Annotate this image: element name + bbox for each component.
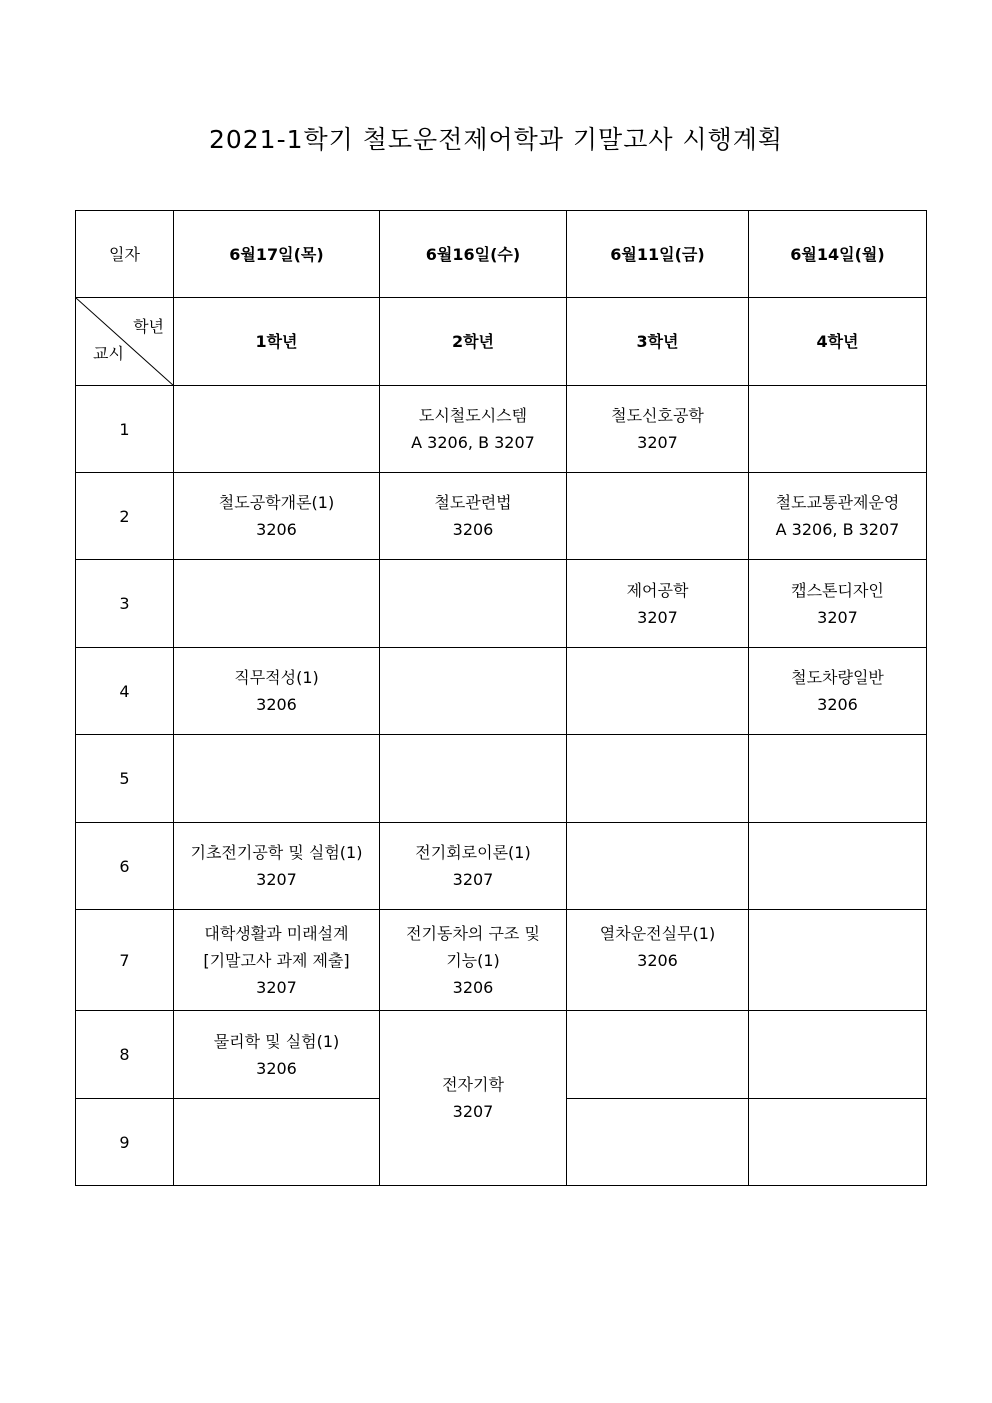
grade-text: 3학년 xyxy=(636,332,679,351)
date-text: 6월17일(목) xyxy=(229,244,324,264)
exam-cell-empty xyxy=(567,735,749,823)
exam-cell-empty xyxy=(567,823,749,910)
exam-cell-empty xyxy=(174,735,380,823)
exam-room: 3207 xyxy=(452,870,494,889)
exam-cell xyxy=(749,648,927,735)
date-label: 일자 xyxy=(109,244,140,264)
grade-header-row xyxy=(76,298,927,386)
exam-name: 철도차량일반 xyxy=(791,668,884,687)
exam-room: 3206 xyxy=(817,695,858,714)
exam-room: 3207 xyxy=(637,433,678,452)
exam-cell-empty xyxy=(174,560,380,648)
exam-name: 철도관련법 xyxy=(434,493,512,512)
exam-cell-empty xyxy=(567,1099,749,1186)
exam-room: 3207 xyxy=(256,870,297,889)
diagonal-divider xyxy=(76,298,174,386)
period-row-2 xyxy=(76,473,927,560)
exam-cell xyxy=(380,910,567,1011)
period-row-4 xyxy=(76,648,927,735)
grade-cell-2 xyxy=(380,298,567,386)
period-number: 5 xyxy=(76,735,174,823)
period-number: 7 xyxy=(76,910,174,1011)
exam-cell-empty xyxy=(749,910,927,1011)
period-number: 6 xyxy=(76,823,174,910)
exam-cell-empty xyxy=(380,560,567,648)
exam-room: 3206 xyxy=(452,520,494,539)
exam-cell-empty xyxy=(174,386,380,473)
exam-cell xyxy=(380,823,567,910)
period-number: 2 xyxy=(76,473,174,560)
exam-cell-empty xyxy=(380,735,567,823)
exam-name: 제어공학 xyxy=(626,580,689,600)
exam-schedule-table xyxy=(75,210,927,1186)
exam-name: 철도공학개론(1) xyxy=(218,493,335,512)
date-cell-grade1 xyxy=(174,211,380,298)
exam-name: 열차운전실무(1) xyxy=(599,924,716,943)
exam-cell xyxy=(567,560,749,648)
date-cell-grade3 xyxy=(567,211,749,298)
date-text: 6월16일(수) xyxy=(425,244,521,264)
exam-cell xyxy=(380,473,567,560)
exam-room: 3206 xyxy=(256,695,297,714)
period-number: 4 xyxy=(76,648,174,735)
period-number: 9 xyxy=(76,1099,174,1186)
exam-cell-empty xyxy=(567,648,749,735)
exam-cell-empty xyxy=(567,473,749,560)
exam-cell-empty xyxy=(749,1011,927,1099)
date-cell-grade4 xyxy=(749,211,927,298)
exam-name: 전자기학 xyxy=(442,1075,504,1094)
exam-cell xyxy=(567,910,749,1011)
exam-cell-empty xyxy=(749,735,927,823)
grade-cell-1 xyxy=(174,298,380,386)
exam-name-line1: 전기동차의 구조 및 xyxy=(406,923,540,943)
period-row-3 xyxy=(76,560,927,648)
grade-cell-4 xyxy=(749,298,927,386)
period-label: 교시 xyxy=(93,344,124,363)
exam-cell-empty xyxy=(174,1099,380,1186)
exam-name: 전기회로이론(1) xyxy=(415,843,531,862)
exam-cell-empty xyxy=(749,386,927,473)
period-number: 3 xyxy=(76,560,174,648)
exam-room: 3206 xyxy=(452,977,494,997)
grade-cell-3 xyxy=(567,298,749,386)
exam-room: 3207 xyxy=(256,977,297,997)
exam-name: 물리학 및 실험(1) xyxy=(213,1031,340,1051)
period-row-1 xyxy=(76,386,927,473)
exam-room: 3207 xyxy=(637,607,678,627)
exam-name: 철도교통관제운영 xyxy=(775,493,900,512)
exam-name: 기초전기공학 및 실험(1) xyxy=(190,843,363,862)
exam-cell-empty xyxy=(567,1011,749,1099)
exam-room: A 3206, B 3207 xyxy=(411,433,535,452)
exam-cell-merged xyxy=(380,1011,567,1186)
exam-room: 3206 xyxy=(256,1058,297,1078)
exam-cell xyxy=(749,560,927,648)
exam-cell xyxy=(380,386,567,473)
grade-text: 1학년 xyxy=(255,332,298,351)
date-text: 6월11일(금) xyxy=(610,244,705,264)
period-row-6 xyxy=(76,823,927,910)
period-number: 1 xyxy=(76,386,174,473)
period-row-7 xyxy=(76,910,927,1011)
exam-name: 도시철도시스템 xyxy=(418,406,528,425)
exam-cell xyxy=(749,473,927,560)
grade-text: 2학년 xyxy=(451,332,495,351)
grade-label: 학년 xyxy=(133,317,164,336)
exam-name: 캡스톤디자인 xyxy=(791,580,884,600)
date-cell-grade2 xyxy=(380,211,567,298)
exam-name: 직무적성(1) xyxy=(234,668,319,687)
exam-cell-empty xyxy=(749,1099,927,1186)
diagonal-header-cell xyxy=(76,298,174,386)
exam-cell xyxy=(567,386,749,473)
exam-name-line2: [기말고사 과제 제출] xyxy=(203,950,350,970)
date-label-cell xyxy=(76,211,174,298)
exam-name-line1: 대학생활과 미래설계 xyxy=(204,923,349,943)
exam-cell xyxy=(174,910,380,1011)
period-number: 8 xyxy=(76,1011,174,1099)
exam-name-line2: 기능(1) xyxy=(446,950,500,970)
page-title: 2021-1학기 철도운전제어학과 기말고사 시행계획 xyxy=(208,125,784,154)
grade-text: 4학년 xyxy=(816,332,859,351)
exam-room: 3207 xyxy=(452,1102,494,1121)
exam-cell xyxy=(174,1011,380,1099)
exam-cell xyxy=(174,473,380,560)
exam-room: A 3206, B 3207 xyxy=(775,520,900,539)
exam-cell-empty xyxy=(749,823,927,910)
exam-room: 3206 xyxy=(637,951,678,970)
date-header-row xyxy=(76,211,927,298)
exam-room: 3207 xyxy=(817,607,858,627)
date-text: 6월14일(월) xyxy=(790,244,885,264)
exam-cell-empty xyxy=(380,648,567,735)
period-row-5 xyxy=(76,735,927,823)
exam-name: 철도신호공학 xyxy=(611,406,704,425)
exam-cell xyxy=(174,648,380,735)
exam-room: 3206 xyxy=(256,520,297,539)
period-row-8 xyxy=(76,1011,927,1099)
exam-cell xyxy=(174,823,380,910)
